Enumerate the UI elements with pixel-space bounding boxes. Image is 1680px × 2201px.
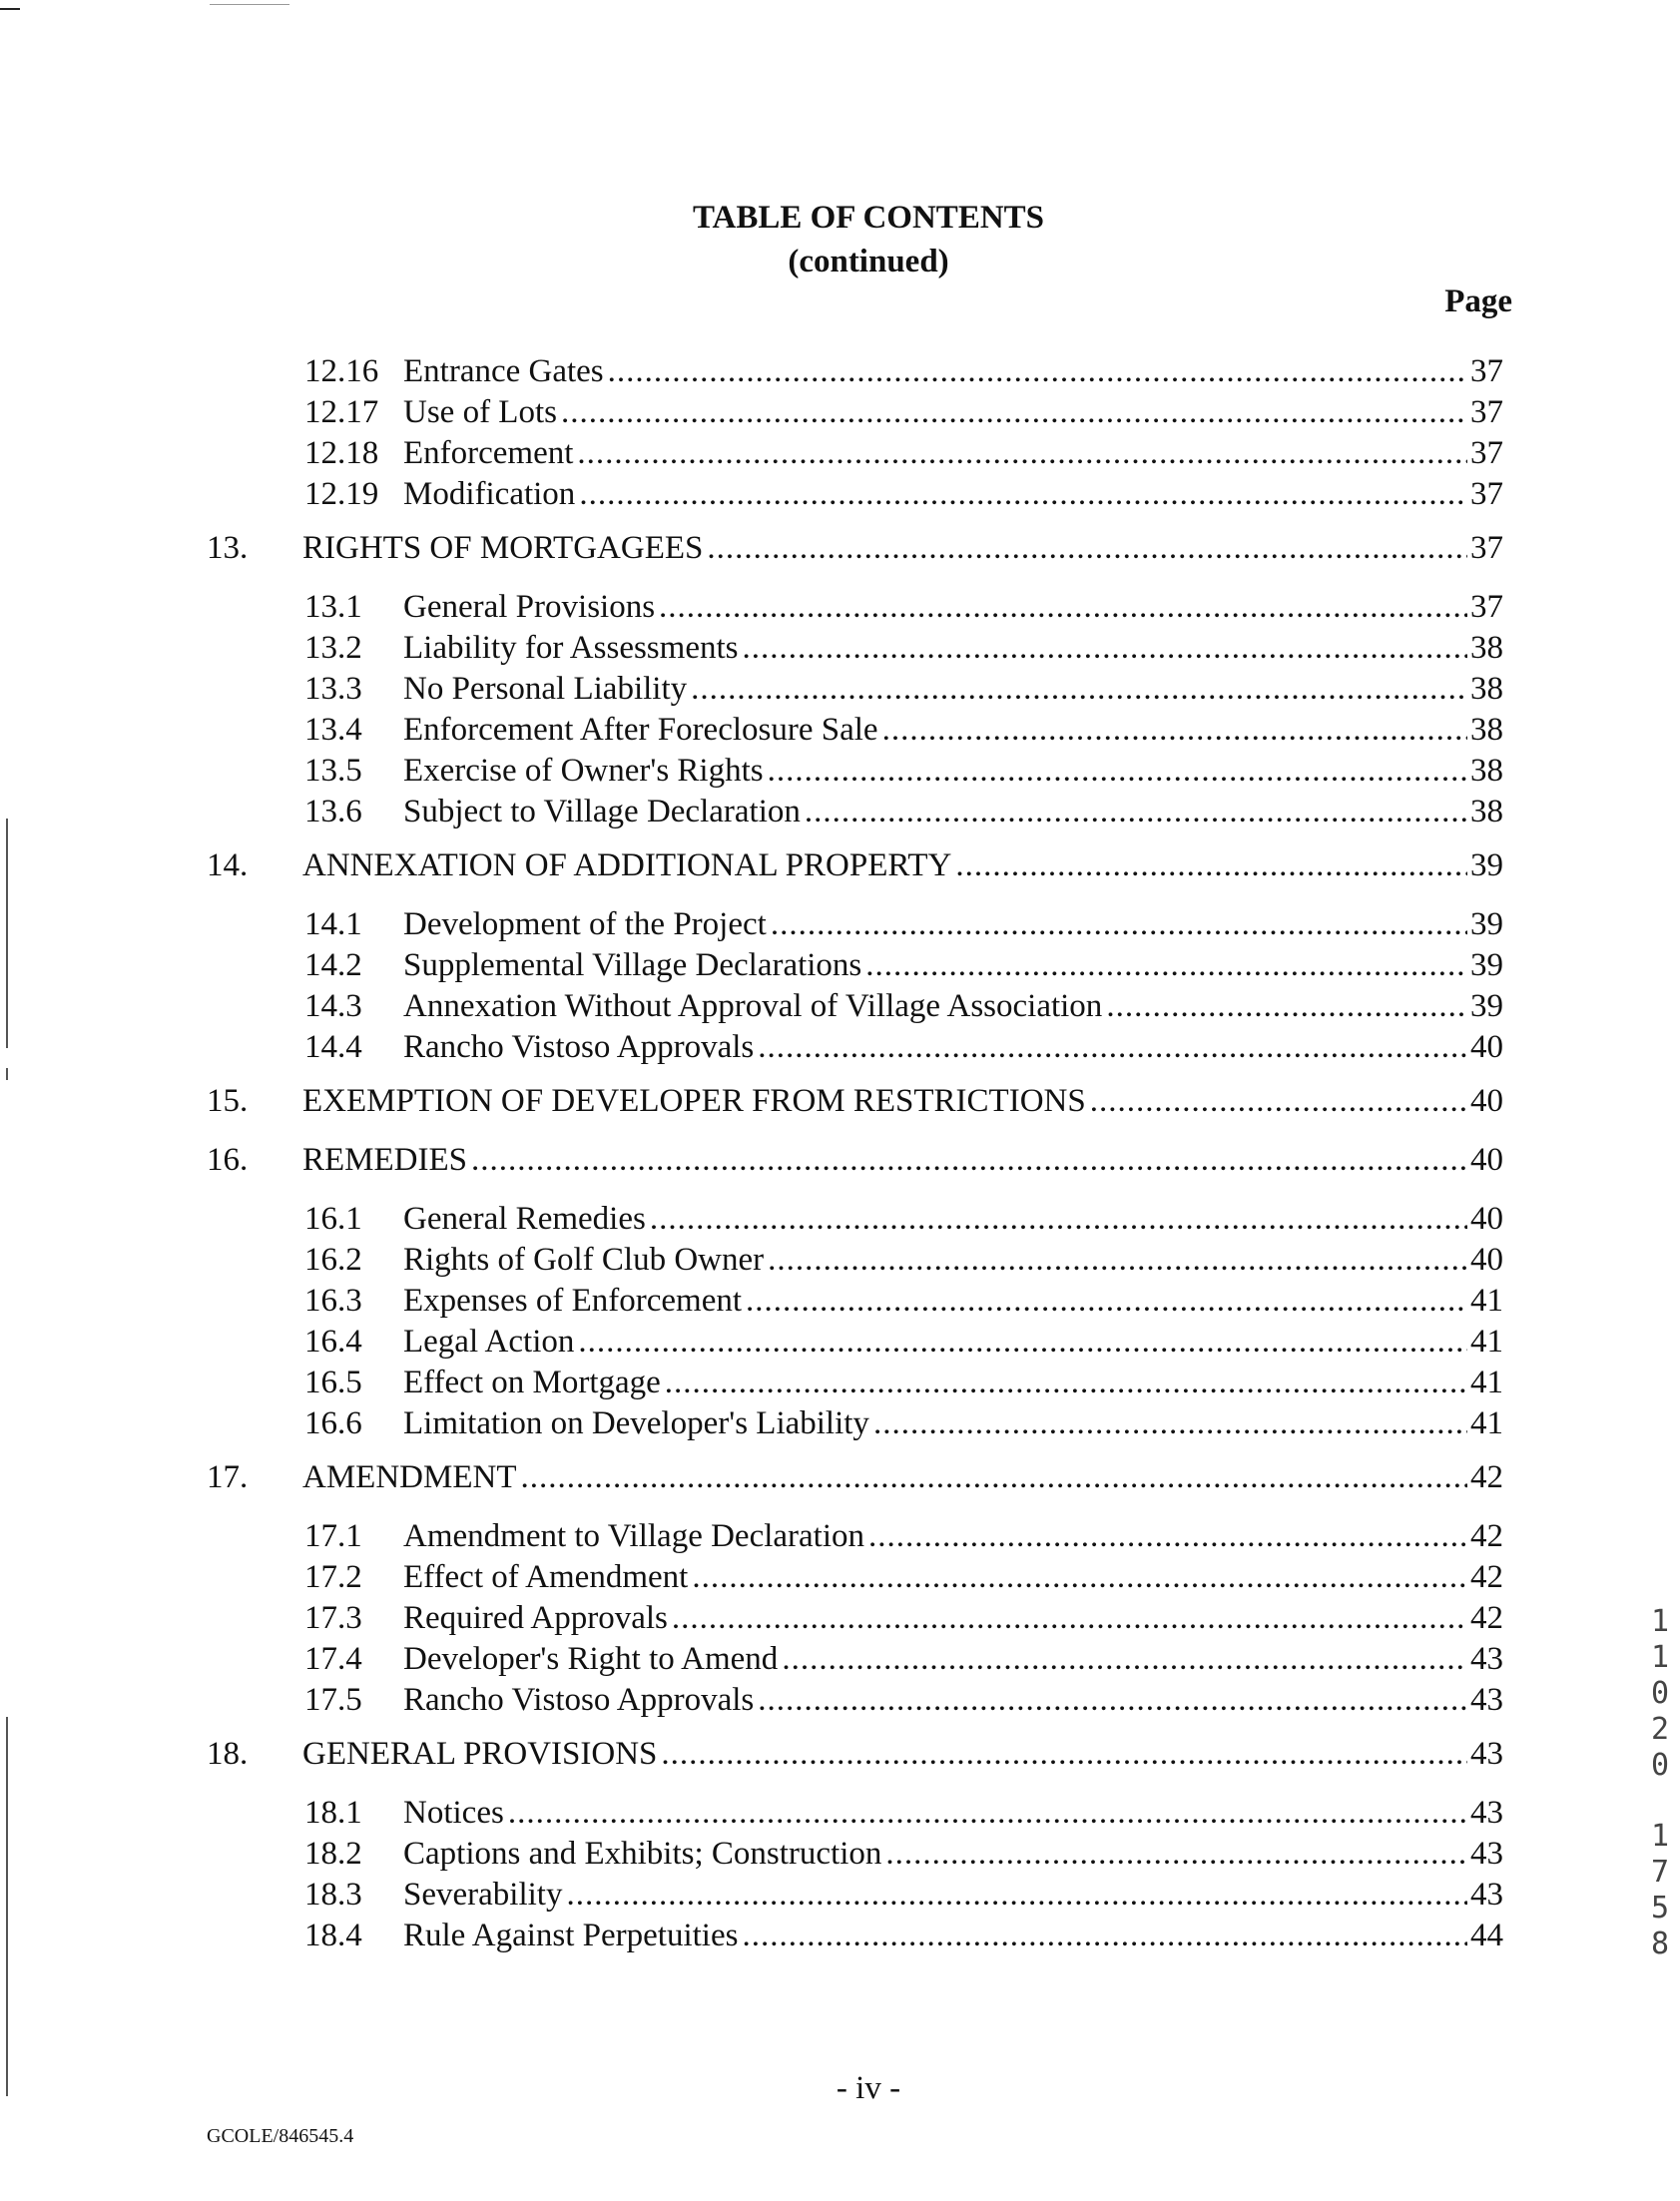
toc-entry-page: 40 (1470, 1201, 1503, 1237)
toc-entry-number: 16.4 (304, 1324, 362, 1360)
toc-entry-label: AMENDMENT (302, 1459, 517, 1495)
stamp-character: 5 (1650, 1891, 1670, 1926)
toc-entry-number: 12.17 (304, 394, 379, 430)
toc-entry (403, 392, 1503, 432)
toc-subsection-row (0, 904, 1680, 944)
toc-entry-number: 18. (207, 1736, 249, 1772)
toc-entry-number: 16.5 (304, 1365, 362, 1400)
scan-artifact-mark (0, 8, 20, 10)
toc-entry-number: 13.1 (304, 589, 362, 625)
toc-entry (403, 433, 1503, 473)
toc-subsection-row (0, 1680, 1680, 1720)
toc-entry (403, 474, 1503, 514)
toc-entry-label: Rights of Golf Club Owner (403, 1242, 765, 1278)
toc-entry-label: Supplemental Village Declarations (403, 947, 862, 983)
toc-section-row (0, 528, 1680, 568)
toc-entry-page: 39 (1470, 988, 1503, 1024)
toc-entry (403, 1834, 1503, 1874)
toc-subtitle: (continued) (788, 244, 949, 279)
toc-subsection-row (0, 751, 1680, 791)
toc-entry-label: Expenses of Enforcement (403, 1283, 743, 1319)
toc-entry (403, 792, 1503, 831)
toc-entry-page: 43 (1470, 1795, 1503, 1831)
dot-leader (508, 1793, 1467, 1833)
toc-entry-number: 16.6 (304, 1405, 362, 1441)
dot-leader (661, 1734, 1467, 1774)
toc-entry-number: 14.3 (304, 988, 362, 1024)
toc-subsection-row (0, 1403, 1680, 1443)
toc-entry (403, 1916, 1503, 1955)
toc-entry-page: 41 (1470, 1283, 1503, 1319)
toc-entry (302, 528, 1503, 568)
dot-leader (471, 1140, 1467, 1180)
dot-leader (665, 1363, 1467, 1402)
toc-entry-number: 14. (207, 847, 249, 883)
toc-entry-number: 17.1 (304, 1518, 362, 1554)
toc-entry-number: 16.2 (304, 1242, 362, 1278)
toc-entry-label: EXEMPTION OF DEVELOPER FROM RESTRICTIONS (302, 1083, 1086, 1119)
toc-section-row (0, 845, 1680, 885)
toc-entry-label: Subject to Village Declaration (403, 794, 801, 829)
dot-leader (768, 1240, 1467, 1280)
toc-entry-number: 14.1 (304, 906, 362, 942)
toc-subsection-row (0, 986, 1680, 1026)
toc-entry-label: Annexation Without Approval of Village Association (403, 988, 1103, 1024)
dot-leader (885, 1834, 1467, 1874)
dot-leader (865, 945, 1467, 985)
toc-entry (403, 1027, 1503, 1067)
toc-entry-number: 18.1 (304, 1795, 362, 1831)
stamp-character: 2 (1650, 1712, 1670, 1747)
toc-entry-label: Notices (403, 1795, 504, 1831)
toc-entry (403, 904, 1503, 944)
dot-leader (608, 351, 1467, 391)
toc-entry-number: 13.4 (304, 712, 362, 748)
toc-subsection-row (0, 474, 1680, 514)
toc-entry-label: General Remedies (403, 1201, 646, 1237)
stamp-character: 1 (1650, 1819, 1670, 1854)
toc-entry (403, 628, 1503, 668)
stamp-character: 1 (1650, 1640, 1670, 1675)
toc-entry-label: General Provisions (403, 589, 656, 625)
toc-entry (403, 945, 1503, 985)
toc-entry-number: 17.2 (304, 1559, 362, 1595)
stamp-character: 1 (1650, 1604, 1670, 1639)
stamp-character: 7 (1650, 1855, 1670, 1890)
toc-subsection-row (0, 392, 1680, 432)
toc-entry-number: 17.5 (304, 1682, 362, 1718)
toc-entry-label: ANNEXATION OF ADDITIONAL PROPERTY (302, 847, 952, 883)
toc-subsection-row (0, 1639, 1680, 1679)
toc-title: TABLE OF CONTENTS (692, 200, 1045, 236)
toc-subsection-row (0, 628, 1680, 668)
toc-entry-number: 13.3 (304, 671, 362, 707)
toc-subsection-row (0, 1557, 1680, 1597)
toc-entry-number: 17. (207, 1459, 249, 1495)
toc-entry-page: 38 (1470, 630, 1503, 666)
toc-entry-label: Modification (403, 476, 576, 512)
toc-section-row (0, 1140, 1680, 1180)
toc-entry-page: 37 (1470, 530, 1503, 566)
toc-entry (302, 1140, 1503, 1180)
toc-entry (403, 1639, 1503, 1679)
dot-leader (659, 587, 1467, 627)
toc-entry-page: 38 (1470, 794, 1503, 829)
toc-entry-page: 44 (1470, 1918, 1503, 1953)
toc-entry-number: 12.19 (304, 476, 379, 512)
toc-entry-label: Rancho Vistoso Approvals (403, 1029, 755, 1065)
toc-entry-label: Severability (403, 1877, 563, 1913)
toc-entry-number: 16. (207, 1142, 249, 1178)
toc-entry-page: 38 (1470, 712, 1503, 748)
toc-entry (302, 1081, 1503, 1121)
toc-entry-number: 14.4 (304, 1029, 362, 1065)
toc-entry-label: Effect on Mortgage (403, 1365, 661, 1400)
toc-entry-page: 43 (1470, 1682, 1503, 1718)
toc-subsection-row (0, 1834, 1680, 1874)
toc-entry-number: 16.3 (304, 1283, 362, 1319)
toc-entry-page: 40 (1470, 1242, 1503, 1278)
toc-entry-label: RIGHTS OF MORTGAGEES (302, 530, 704, 566)
scan-artifact-line (6, 1068, 8, 1080)
scan-artifact-dots (210, 4, 289, 5)
toc-entry (403, 751, 1503, 791)
toc-entry-label: Limitation on Developer's Liability (403, 1405, 869, 1441)
toc-section-row (0, 1457, 1680, 1497)
dot-leader (868, 1516, 1467, 1556)
dot-leader (742, 1916, 1467, 1955)
scanner-stamp-lower (1645, 1819, 1675, 1962)
toc-entry-number: 18.2 (304, 1836, 362, 1872)
toc-entry-page: 37 (1470, 435, 1503, 471)
dot-leader (742, 628, 1467, 668)
toc-entry (403, 587, 1503, 627)
stamp-character: 0 (1650, 1748, 1670, 1783)
scanner-stamp-upper (1645, 1604, 1675, 1784)
toc-entry-page: 39 (1470, 906, 1503, 942)
toc-entry-page: 41 (1470, 1324, 1503, 1360)
toc-subsection-row (0, 587, 1680, 627)
toc-entry-label: Rule Against Perpetuities (403, 1918, 739, 1953)
toc-entry (403, 1516, 1503, 1556)
toc-entry-page: 40 (1470, 1083, 1503, 1119)
toc-entry-label: Legal Action (403, 1324, 575, 1360)
dot-leader (768, 751, 1467, 791)
toc-entry-number: 13.5 (304, 753, 362, 789)
toc-entry (403, 1199, 1503, 1239)
toc-entry-label: Developer's Right to Amend (403, 1641, 779, 1677)
toc-entry-label: Use of Lots (403, 394, 557, 430)
dot-leader (691, 669, 1467, 709)
dot-leader (782, 1639, 1467, 1679)
dot-leader (1090, 1081, 1467, 1121)
toc-entry (403, 1875, 1503, 1915)
toc-subsection-row (0, 669, 1680, 709)
toc-entry-label: Captions and Exhibits; Construction (403, 1836, 882, 1872)
toc-entry (403, 710, 1503, 750)
dot-leader (650, 1199, 1467, 1239)
toc-entry-page: 39 (1470, 847, 1503, 883)
toc-entry (403, 351, 1503, 391)
dot-leader (578, 1322, 1467, 1362)
toc-entry-page: 42 (1470, 1459, 1503, 1495)
toc-subsection-row (0, 433, 1680, 473)
toc-entry-page: 37 (1470, 353, 1503, 389)
toc-entry-number: 13. (207, 530, 249, 566)
toc-subsection-row (0, 1027, 1680, 1067)
toc-entry-page: 43 (1470, 1736, 1503, 1772)
document-id: GCOLE/846545.4 (207, 2125, 354, 2147)
toc-entry-page: 38 (1470, 753, 1503, 789)
toc-entry (403, 1557, 1503, 1597)
toc-entry-page: 42 (1470, 1559, 1503, 1595)
toc-subsection-row (0, 945, 1680, 985)
toc-entry-label: Liability for Assessments (403, 630, 739, 666)
toc-entry-label: REMEDIES (302, 1142, 467, 1178)
toc-subsection-row (0, 1875, 1680, 1915)
toc-entry-number: 18.4 (304, 1918, 362, 1953)
toc-entry-label: Effect of Amendment (403, 1559, 689, 1595)
toc-entry-number: 12.16 (304, 353, 379, 389)
dot-leader (579, 474, 1467, 514)
toc-entry (403, 1403, 1503, 1443)
toc-entry (403, 1240, 1503, 1280)
stamp-character: 8 (1650, 1926, 1670, 1961)
toc-entry-label: GENERAL PROVISIONS (302, 1736, 658, 1772)
toc-entry-page: 37 (1470, 589, 1503, 625)
dot-leader (758, 1027, 1467, 1067)
toc-entry-number: 13.2 (304, 630, 362, 666)
toc-entry-page: 43 (1470, 1877, 1503, 1913)
toc-entry-label: Required Approvals (403, 1600, 668, 1636)
toc-entry-page: 37 (1470, 476, 1503, 512)
dot-leader (805, 792, 1467, 831)
toc-entry (302, 1457, 1503, 1497)
dot-leader (520, 1457, 1467, 1497)
dot-leader (758, 1680, 1467, 1720)
dot-leader (746, 1281, 1467, 1321)
toc-entry (403, 1793, 1503, 1833)
toc-entry-page: 42 (1470, 1518, 1503, 1554)
toc-entry-page: 41 (1470, 1365, 1503, 1400)
toc-subsection-row (0, 351, 1680, 391)
toc-entry-label: Development of the Project (403, 906, 767, 942)
dot-leader (955, 845, 1467, 885)
toc-entry-number: 15. (207, 1083, 249, 1119)
dot-leader (566, 1875, 1467, 1915)
toc-entry (403, 1281, 1503, 1321)
toc-entry (403, 1598, 1503, 1638)
toc-entry-number: 17.3 (304, 1600, 362, 1636)
toc-subsection-row (0, 1598, 1680, 1638)
toc-entry-number: 17.4 (304, 1641, 362, 1677)
page-folio: - iv - (836, 2070, 901, 2106)
toc-subsection-row (0, 1199, 1680, 1239)
toc-entry-number: 16.1 (304, 1201, 362, 1237)
toc-entry-page: 43 (1470, 1641, 1503, 1677)
toc-entry-page: 40 (1470, 1029, 1503, 1065)
toc-entry-number: 14.2 (304, 947, 362, 983)
stamp-character: 0 (1650, 1676, 1670, 1711)
toc-entry-label: No Personal Liability (403, 671, 688, 707)
toc-subsection-row (0, 1916, 1680, 1955)
toc-section-row (0, 1081, 1680, 1121)
toc-subsection-row (0, 1516, 1680, 1556)
toc-entry (302, 1734, 1503, 1774)
toc-entry-label: Rancho Vistoso Approvals (403, 1682, 755, 1718)
toc-entry-page: 43 (1470, 1836, 1503, 1872)
toc-subsection-row (0, 1793, 1680, 1833)
dot-leader (577, 433, 1467, 473)
dot-leader (692, 1557, 1467, 1597)
dot-leader (771, 904, 1467, 944)
toc-subsection-row (0, 792, 1680, 831)
toc-entry (403, 1363, 1503, 1402)
toc-subsection-row (0, 1363, 1680, 1402)
toc-entry-number: 12.18 (304, 435, 379, 471)
toc-entry-page: 42 (1470, 1600, 1503, 1636)
toc-entry (403, 669, 1503, 709)
dot-leader (561, 392, 1467, 432)
toc-entry-label: Enforcement (403, 435, 574, 471)
toc-entry (302, 845, 1503, 885)
toc-entry-page: 41 (1470, 1405, 1503, 1441)
toc-entry-label: Exercise of Owner's Rights (403, 753, 764, 789)
toc-entry-number: 18.3 (304, 1877, 362, 1913)
dot-leader (672, 1598, 1467, 1638)
toc-subsection-row (0, 1281, 1680, 1321)
toc-subsection-row (0, 1322, 1680, 1362)
toc-entry-page: 37 (1470, 394, 1503, 430)
toc-entry-label: Amendment to Village Declaration (403, 1518, 865, 1554)
page-column-heading: Page (1444, 283, 1512, 319)
dot-leader (873, 1403, 1467, 1443)
toc-entry-page: 40 (1470, 1142, 1503, 1178)
dot-leader (1106, 986, 1467, 1026)
toc-section-row (0, 1734, 1680, 1774)
toc-subsection-row (0, 1240, 1680, 1280)
toc-subsection-row (0, 710, 1680, 750)
toc-entry-number: 13.6 (304, 794, 362, 829)
toc-entry-page: 38 (1470, 671, 1503, 707)
dot-leader (882, 710, 1467, 750)
dot-leader (707, 528, 1467, 568)
toc-entry-page: 39 (1470, 947, 1503, 983)
toc-entry-label: Enforcement After Foreclosure Sale (403, 712, 878, 748)
toc-entry (403, 1322, 1503, 1362)
toc-entry-label: Entrance Gates (403, 353, 604, 389)
toc-entry (403, 1680, 1503, 1720)
toc-entry (403, 986, 1503, 1026)
